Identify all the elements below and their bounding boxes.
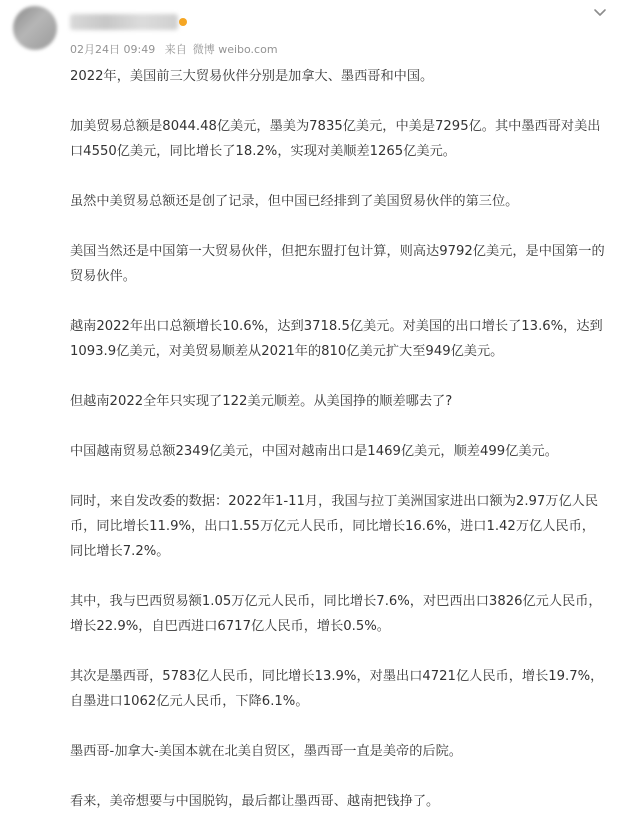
- post-paragraph: 加美贸易总额是8044.48亿美元，墨美为7835亿美元，中美是7295亿。其中墨西哥对美出口4550亿美元，同比增长了18.2%，实现对美顺差1265亿美元。: [70, 119, 601, 159]
- post-paragraph: 其中，我与巴西贸易额1.05万亿元人民币，同比增长7.6%，对巴西出口3826亿元人民币，增长22.9%，自巴西进口6717亿人民币，增长0.5%。: [70, 594, 602, 634]
- post-paragraph: 虽然中美贸易总额还是创了记录，但中国已经排到了美国贸易伙伴的第三位。: [70, 194, 519, 209]
- post-timestamp[interactable]: 02月24日 09:49: [70, 43, 156, 56]
- post-paragraph: 其次是墨西哥，5783亿人民币，同比增长13.9%，对墨出口4721亿人民币，增长19.7%，自墨进口1062亿元人民币，下降6.1%。: [70, 669, 604, 709]
- post-paragraph: 美国当然还是中国第一大贸易伙伴，但把东盟打包计算，则高达9792亿美元，是中国第一的贸易伙伴。: [70, 244, 605, 284]
- post-paragraph: 看来，美帝想要与中国脱钩，最后都让墨西哥、越南把钱挣了。: [70, 794, 440, 809]
- more-options-button[interactable]: [591, 4, 609, 22]
- post-paragraph: 中国越南贸易总额2349亿美元，中国对越南出口是1469亿美元，顺差499亿美元。: [70, 444, 558, 459]
- post-source: 微博 weibo.com: [192, 43, 278, 56]
- avatar[interactable]: [13, 6, 57, 50]
- post-paragraph: 同时，来自发改委的数据：2022年1-11月，我国与拉丁美洲国家进出口额为2.97万亿人民币，同比增长11.9%，出口1.55万亿元人民币，同比增长16.6%，进口1.42万亿人民币，同比增长7.2%。: [70, 494, 599, 559]
- user-badge-icon: [179, 18, 187, 26]
- username-blurred[interactable]: [70, 14, 178, 30]
- post-paragraph: 墨西哥-加拿大-美国本就在北美自贸区，墨西哥一直是美帝的后院。: [70, 744, 462, 759]
- post-meta: [70, 41, 284, 57]
- post-paragraph: 越南2022年出口总额增长10.6%，达到3718.5亿美元。对美国的出口增长了13.6%，达到1093.9亿美元，对美贸易顺差从2021年的810亿美元扩大至949亿美元。: [70, 319, 603, 359]
- chevron-down-icon: [591, 4, 609, 22]
- post-paragraph: 但越南2022全年只实现了122美元顺差。从美国挣的顺差哪去了?: [70, 394, 453, 409]
- post-paragraph: 2022年，美国前三大贸易伙伴分别是加拿大、墨西哥和中国。: [70, 69, 434, 84]
- post-content: [70, 64, 608, 814]
- source-prefix: 来自: [164, 43, 187, 56]
